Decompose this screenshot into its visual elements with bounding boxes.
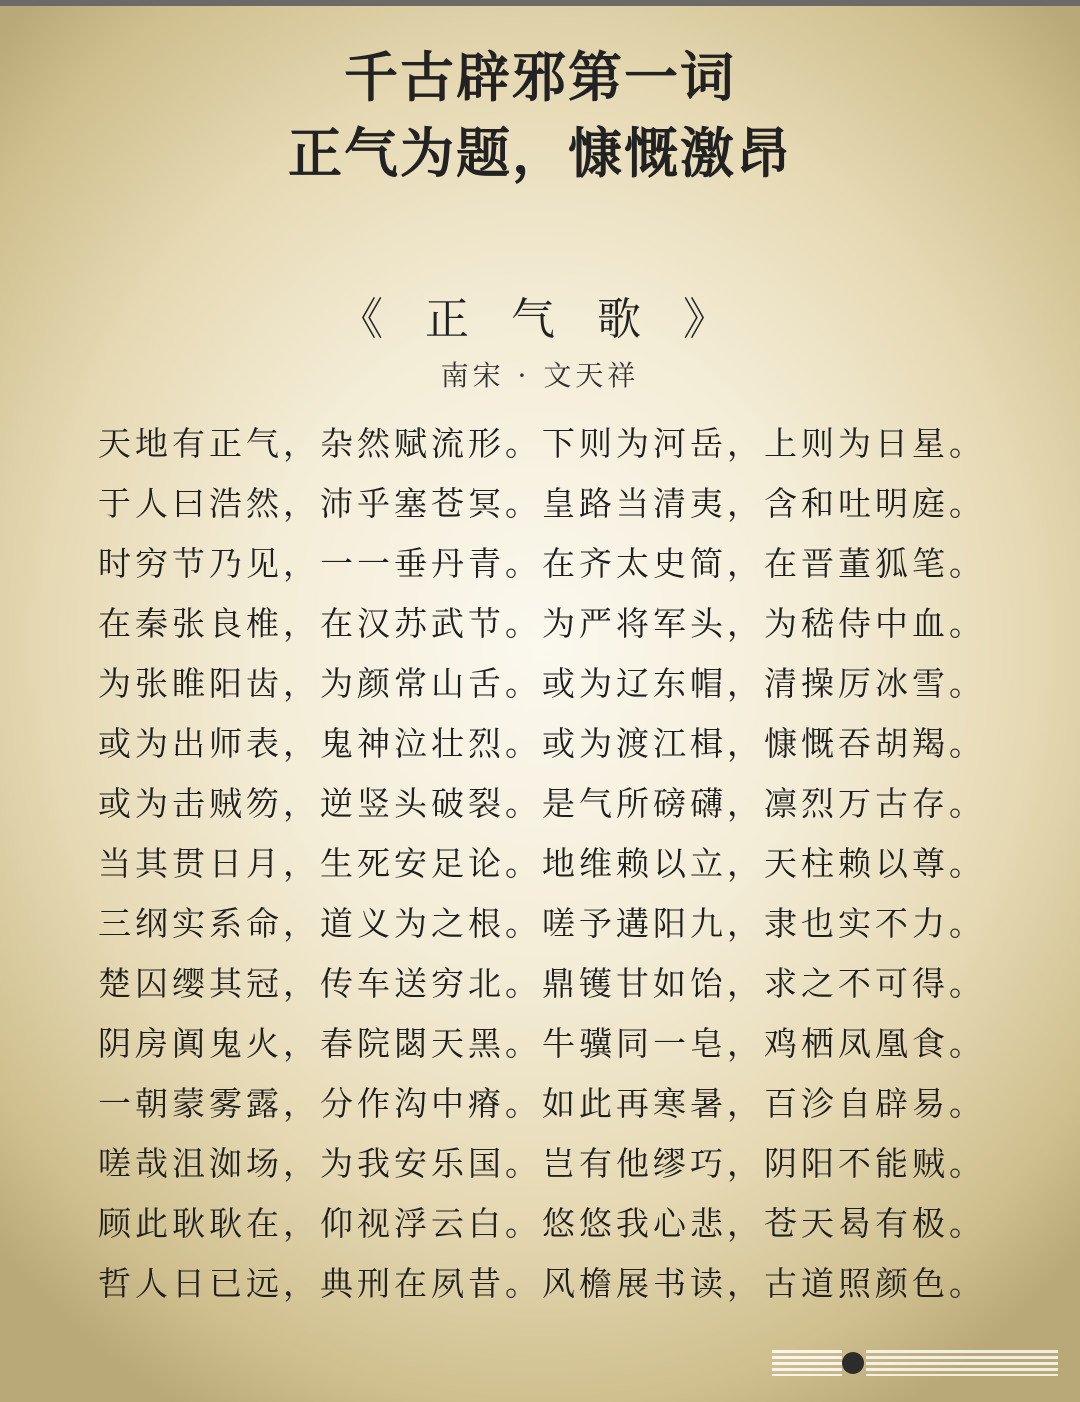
poem-line: 顾此耿耿在，仰视浮云白。悠悠我心悲，苍天曷有极。 [98,1204,986,1243]
top-border [0,0,1080,6]
headline-line-1: 千古辟邪第一词 [344,46,736,109]
poem-line: 一朝蒙雾露，分作沟中瘠。如此再寒暑，百沴自辟易。 [98,1084,986,1123]
poem-line: 嗟哉沮洳场，为我安乐国。岂有他缪巧，阴阳不能贼。 [98,1144,986,1183]
poem-title: 《 正 气 歌 》 [339,294,741,345]
poem-line: 或为出师表，鬼神泣壮烈。或为渡江楫，慷慨吞胡羯。 [98,724,986,763]
watermark-bar [866,1350,1058,1376]
poem-author: 南宋 · 文天祥 [440,359,640,392]
poem-line: 于人曰浩然，沛乎塞苍冥。皇路当清夷，含和吐明庭。 [98,484,986,523]
headline-line-2: 正气为题，慷慨激昂 [288,122,792,185]
poem-line: 三纲实系命，道义为之根。嗟予遘阳九，隶也实不力。 [98,904,986,943]
watermark-dot-icon [842,1352,864,1374]
poem-line: 或为击贼笏，逆竖头破裂。是气所磅礴，凛烈万古存。 [98,784,986,823]
poem-line: 阴房阗鬼火，春院閟天黑。牛骥同一皂，鸡栖凤凰食。 [98,1024,986,1063]
poem-line: 时穷节乃见，一一垂丹青。在齐太史简，在晋董狐笔。 [98,544,986,583]
poem-line: 为张睢阳齿，为颜常山舌。或为辽东帽，清操厉冰雪。 [98,664,986,703]
poem-line: 当其贯日月，生死安足论。地维赖以立，天柱赖以尊。 [98,844,986,883]
poem-line: 在秦张良椎，在汉苏武节。为严将军头，为嵇侍中血。 [98,604,986,643]
poem-line: 哲人日已远，典刑在夙昔。风檐展书读，古道照颜色。 [98,1264,986,1303]
poem-line: 天地有正气，杂然赋流形。下则为河岳，上则为日星。 [98,424,986,463]
poem-line: 楚囚缨其冠，传车送穷北。鼎镬甘如饴，求之不可得。 [98,964,986,1003]
watermark-stripes-icon [772,1350,842,1376]
poem-body [98,414,998,1314]
watermark-logo [772,1346,1058,1380]
